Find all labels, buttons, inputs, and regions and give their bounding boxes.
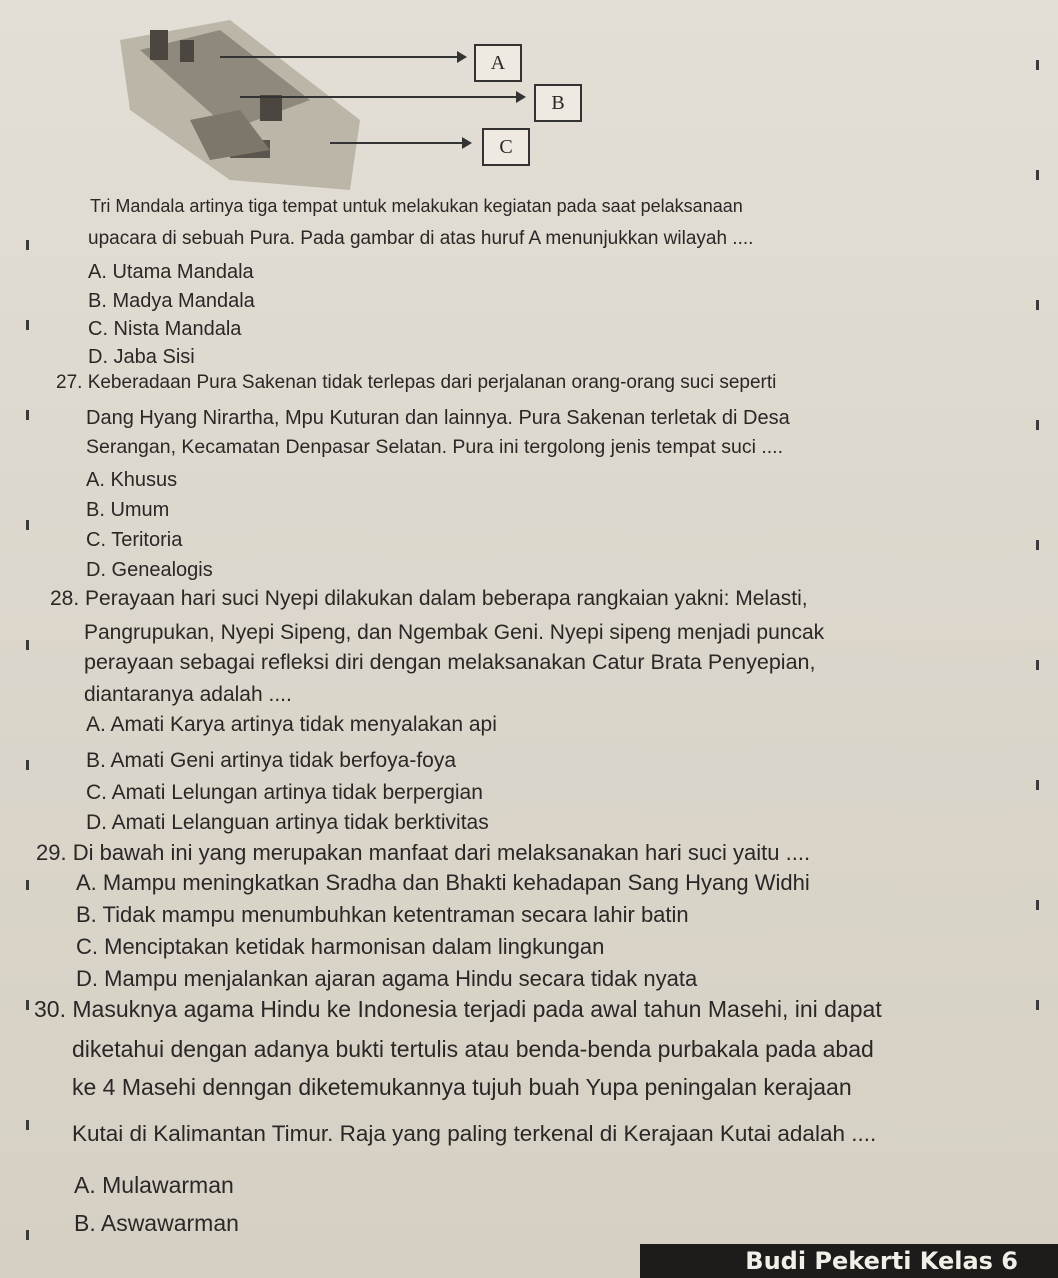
q27-option-b: B. Umum	[86, 499, 170, 521]
intro-option-a: A. Utama Mandala	[88, 261, 254, 283]
intro-option-d: D. Jaba Sisi	[88, 346, 195, 368]
q28-option-b: B. Amati Geni artinya tidak berfoya-foya	[86, 749, 457, 772]
q28-line-4: diantaranya adalah ....	[84, 683, 292, 706]
temple-illustration	[110, 0, 360, 200]
q27-line-2: Dang Hyang Nirartha, Mpu Kuturan dan lainnya. Pura Sakenan terletak di Desa	[86, 407, 790, 429]
right-binding-marks	[1036, 0, 1044, 1278]
q30-line-4: Kutai di Kalimantan Timur. Raja yang paling terkenal di Kerajaan Kutai adalah ....	[72, 1121, 877, 1146]
left-binding-marks	[26, 0, 34, 1278]
q28-option-a: A. Amati Karya artinya tidak menyalakan api	[86, 713, 497, 736]
q29-option-a: A. Mampu meningkatkan Sradha dan Bhakti kehadapan Sang Hyang Widhi	[76, 870, 810, 895]
q30-option-a: A. Mulawarman	[74, 1172, 234, 1198]
label-c: C	[482, 128, 530, 166]
q29-option-c: C. Menciptakan ketidak harmonisan dalam lingkungan	[76, 934, 605, 959]
q27-line-1: 27. Keberadaan Pura Sakenan tidak terlepas dari perjalanan orang-orang suci seperti	[56, 372, 777, 393]
q28-option-c: C. Amati Lelungan artinya tidak berpergian	[86, 781, 483, 804]
q27-option-d: D. Genealogis	[86, 559, 213, 581]
q27-option-a: A. Khusus	[86, 469, 178, 491]
book-footer: Budi Pekerti Kelas 6	[640, 1244, 1058, 1278]
arrow-b	[240, 96, 524, 98]
label-a: A	[474, 44, 522, 82]
q28-line-3: perayaan sebagai refleksi diri dengan melaksanakan Catur Brata Penyepian,	[84, 650, 816, 674]
arrow-a	[220, 56, 465, 58]
intro-line-2: upacara di sebuah Pura. Pada gambar di atas huruf A menunjukkan wilayah ....	[88, 228, 754, 249]
q27-line-3: Serangan, Kecamatan Denpasar Selatan. Pura ini tergolong jenis tempat suci ....	[86, 436, 783, 458]
q28-option-d: D. Amati Lelanguan artinya tidak berktivitas	[86, 811, 489, 834]
q28-line-2: Pangrupukan, Nyepi Sipeng, dan Ngembak Geni. Nyepi sipeng menjadi puncak	[84, 621, 825, 644]
intro-option-b: B. Madya Mandala	[88, 290, 255, 312]
intro-option-c: C. Nista Mandala	[88, 318, 242, 340]
arrow-c	[330, 142, 470, 144]
q29-option-b: B. Tidak mampu menumbuhkan ketentraman secara lahir batin	[76, 902, 689, 927]
tri-mandala-figure	[110, 0, 610, 200]
q28-line-1: 28. Perayaan hari suci Nyepi dilakukan dalam beberapa rangkaian yakni: Melasti,	[50, 587, 808, 610]
q30-line-2: diketahui dengan adanya bukti tertulis atau benda-benda purbakala pada abad	[72, 1036, 874, 1062]
q30-line-1: 30. Masuknya agama Hindu ke Indonesia terjadi pada awal tahun Masehi, ini dapat	[34, 996, 882, 1022]
q29-option-d: D. Mampu menjalankan ajaran agama Hindu secara tidak nyata	[76, 966, 698, 991]
q29-line-1: 29. Di bawah ini yang merupakan manfaat dari melaksanakan hari suci yaitu ....	[36, 840, 811, 865]
intro-line-1: Tri Mandala artinya tiga tempat untuk melakukan kegiatan pada saat pelaksanaan	[90, 196, 743, 216]
q27-option-c: C. Teritoria	[86, 529, 183, 551]
q30-option-b: B. Aswawarman	[74, 1210, 239, 1236]
q30-line-3: ke 4 Masehi denngan diketemukannya tujuh buah Yupa peningalan kerajaan	[72, 1074, 852, 1100]
label-b: B	[534, 84, 582, 122]
